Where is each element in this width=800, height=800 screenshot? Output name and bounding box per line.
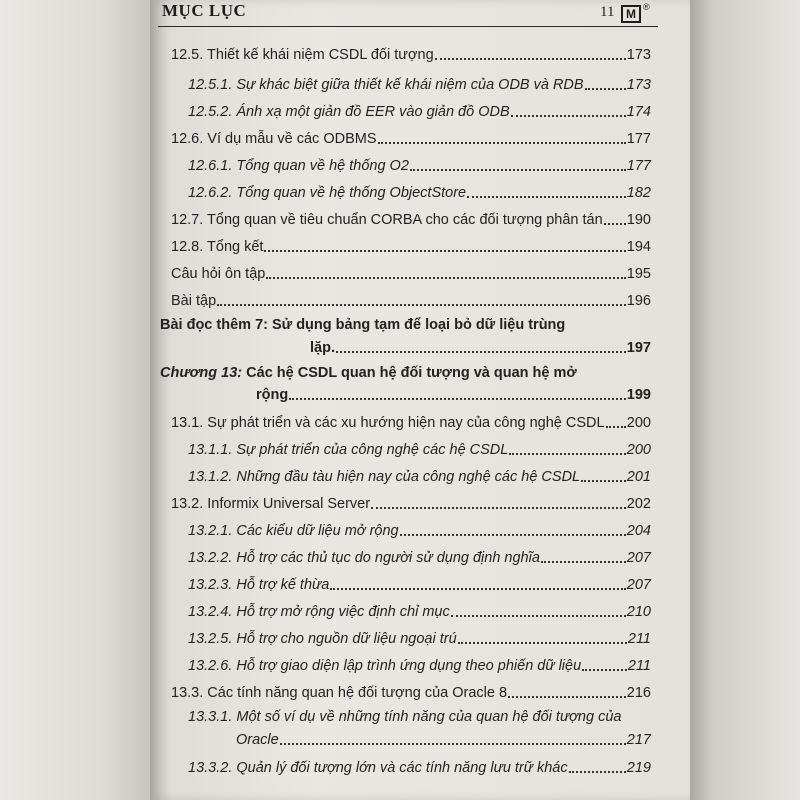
chapter-13-entry: rộng 199: [256, 387, 651, 403]
toc-entry: 12.5.1. Sự khác biệt giữa thiết kế khái niệm của ODB và RDB 173: [188, 77, 651, 93]
chapter-13-title: Chương 13: Các hệ CSDL quan hệ đối tượng và quan hệ mở: [160, 365, 577, 381]
toc-entry: 12.6. Ví dụ mẫu về các ODBMS 177: [171, 131, 651, 147]
toc-entry: 13.2.3. Hỗ trợ kế thừa 207: [188, 577, 651, 593]
background-left: [0, 0, 150, 800]
toc-entry: 13.2.4. Hỗ trợ mở rộng việc định chỉ mục 210: [188, 604, 651, 620]
toc-entry: 12.6.2. Tổng quan về hệ thống ObjectStore 182: [188, 185, 651, 201]
toc-entry: 12.5. Thiết kế khái niệm CSDL đối tượng 173: [171, 47, 651, 63]
toc-entry: Câu hỏi ôn tập 195: [171, 266, 651, 282]
toc-entry: Bài tập 196: [171, 293, 651, 309]
oracle-entry: Oracle 217: [236, 732, 651, 748]
toc-entry: 13.2. Informix Universal Server 202: [171, 496, 651, 512]
toc-entry: 12.5.2. Ánh xạ một giản đồ EER vào giản đồ ODB 174: [188, 104, 651, 120]
header-title: MỤC LỤC: [162, 1, 247, 20]
toc-entry: 13.3.2. Quản lý đối tượng lớn và các tính năng lưu trữ khác 219: [188, 760, 651, 776]
background-right: [690, 0, 800, 800]
toc-entry: 12.7. Tổng quan về tiêu chuẩn CORBA cho các đối tượng phân tán 190: [171, 212, 651, 228]
toc-entry: 13.1. Sự phát triển và các xu hướng hiện nay của công nghệ CSDL 200: [171, 415, 651, 431]
toc-entry: 13.1.1. Sự phát triển của công nghệ các hệ CSDL 200: [188, 442, 651, 458]
toc-entry: 13.2.6. Hỗ trợ giao diện lập trình ứng dụng theo phiến dữ liệu 211: [188, 658, 651, 674]
book-page: [150, 0, 690, 800]
reading-7-title: Bài đọc thêm 7: Sử dụng bảng tạm để loại bỏ dữ liệu trùng: [160, 317, 566, 333]
reading-7-entry: lặp. 197: [310, 340, 651, 356]
page-number: 11: [600, 4, 615, 20]
toc-entry: 13.1.2. Những đầu tàu hiện nay của công nghệ các hệ CSDL 201: [188, 469, 651, 485]
table-of-contents: [150, 0, 690, 800]
toc-entry: 13.2.1. Các kiểu dữ liệu mở rộng 204: [188, 523, 651, 539]
registered-mark: ®: [643, 2, 650, 12]
oracle-entry-title: 13.3.1. Một số ví dụ về những tính năng của quan hệ đối tượng của: [188, 709, 622, 725]
toc-entry: 12.6.1. Tổng quan về hệ thống O2 177: [188, 158, 651, 174]
toc-entry: 13.2.5. Hỗ trợ cho nguồn dữ liệu ngoại trú 211: [188, 631, 651, 647]
publisher-logo-icon: M: [621, 5, 641, 23]
toc-entry: 13.3. Các tính năng quan hệ đối tượng của Oracle 8 216: [171, 685, 651, 701]
toc-entry: 13.2.2. Hỗ trợ các thủ tục do người sử dụng định nghĩa 207: [188, 550, 651, 566]
toc-entry: 12.8. Tổng kết 194: [171, 239, 651, 255]
